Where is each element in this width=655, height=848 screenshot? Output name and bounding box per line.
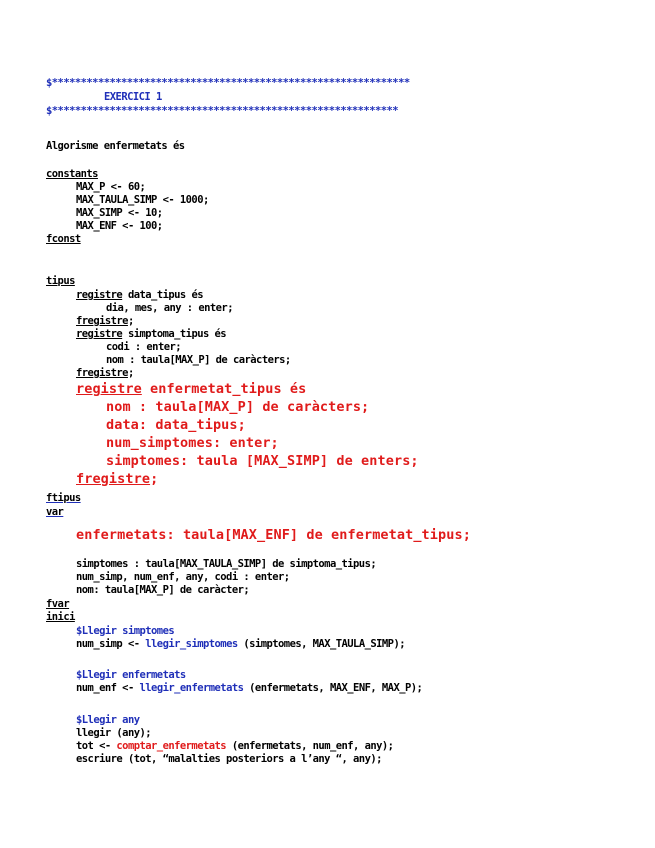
code-text: num_enf <- <box>76 682 140 694</box>
constant-line: MAX_ENF <- 100; <box>76 220 163 232</box>
comment-line: $Llegir enfermetats <box>76 669 186 681</box>
semicolon: ; <box>150 471 159 487</box>
header-stars-top: $************************************************************** <box>46 77 410 89</box>
field-line: codi : enter; <box>106 341 182 353</box>
code-text: (simptomes, MAX_TAULA_SIMP); <box>237 638 405 650</box>
exercise-title: EXERCICI 1 <box>104 91 162 103</box>
header-stars-bottom: $************************************************************ <box>46 105 399 117</box>
fvar-keyword: fvar <box>46 598 70 610</box>
registre-keyword: registre <box>76 381 142 397</box>
semicolon: ; <box>127 367 134 379</box>
fregistre-line <box>76 315 134 327</box>
fconst-keyword: fconst <box>46 233 81 245</box>
code-line: escriure (tot, “malalties posteriors a l’any “, any); <box>76 753 382 765</box>
field-line: nom : taula[MAX_P] de caràcters; <box>106 354 291 366</box>
var-keyword: var <box>46 506 64 518</box>
comment-line: $Llegir any <box>76 714 140 726</box>
fregistre-line <box>76 367 134 379</box>
registre-data-tipus <box>76 289 203 301</box>
var-line: num_simp, num_enf, any, codi : enter; <box>76 571 290 583</box>
function-call: comptar_enfermetats <box>116 740 227 752</box>
field-line: num_simptomes: enter; <box>106 435 279 451</box>
code-text: num_simp <- <box>76 638 146 650</box>
semicolon: ; <box>127 315 134 327</box>
fregistre-keyword: fregistre <box>76 471 151 487</box>
inici-keyword: inici <box>46 611 75 623</box>
field-line: nom : taula[MAX_P] de caràcters; <box>106 399 370 415</box>
var-line: nom: taula[MAX_P] de caràcter; <box>76 584 250 596</box>
var-enfermetats: enfermetats: taula[MAX_ENF] de enfermetat_tipus; <box>76 527 471 543</box>
field-line: data: data_tipus; <box>106 417 246 433</box>
registre-keyword: registre <box>76 289 123 301</box>
registre-simptoma-tipus <box>76 328 226 340</box>
code-text: tot <- <box>76 740 117 752</box>
ftipus-keyword: ftipus <box>46 492 81 504</box>
registre-decl: enfermetat_tipus és <box>141 381 307 397</box>
registre-keyword: registre <box>76 328 123 340</box>
code-line <box>76 682 422 694</box>
code-text: (enfermetats, num_enf, any); <box>226 740 394 752</box>
constant-line: MAX_P <- 60; <box>76 181 146 193</box>
registre-decl: simptoma_tipus és <box>122 328 227 340</box>
code-line: llegir (any); <box>76 727 152 739</box>
var-line: simptomes : taula[MAX_TAULA_SIMP] de simptoma_tipus; <box>76 558 377 570</box>
registre-enfermetat-tipus <box>76 381 306 397</box>
tipus-keyword: tipus <box>46 275 75 287</box>
field-line: simptomes: taula [MAX_SIMP] de enters; <box>106 453 419 469</box>
constant-line: MAX_TAULA_SIMP <- 1000; <box>76 194 209 206</box>
fregistre-line <box>76 471 158 487</box>
code-line <box>76 638 405 650</box>
constant-line: MAX_SIMP <- 10; <box>76 207 163 219</box>
registre-decl: data_tipus és <box>122 289 203 301</box>
function-call: llegir_simptomes <box>145 638 238 650</box>
fregistre-keyword: fregistre <box>76 315 128 327</box>
code-text: (enfermetats, MAX_ENF, MAX_P); <box>243 682 423 694</box>
field-line: dia, mes, any : enter; <box>106 302 233 314</box>
constants-keyword: constants <box>46 168 98 180</box>
algorithm-line: Algorisme enfermetats és <box>46 140 185 152</box>
code-line <box>76 740 393 752</box>
function-call: llegir_enfermetats <box>139 682 244 694</box>
fregistre-keyword: fregistre <box>76 367 128 379</box>
comment-line: $Llegir simptomes <box>76 625 175 637</box>
